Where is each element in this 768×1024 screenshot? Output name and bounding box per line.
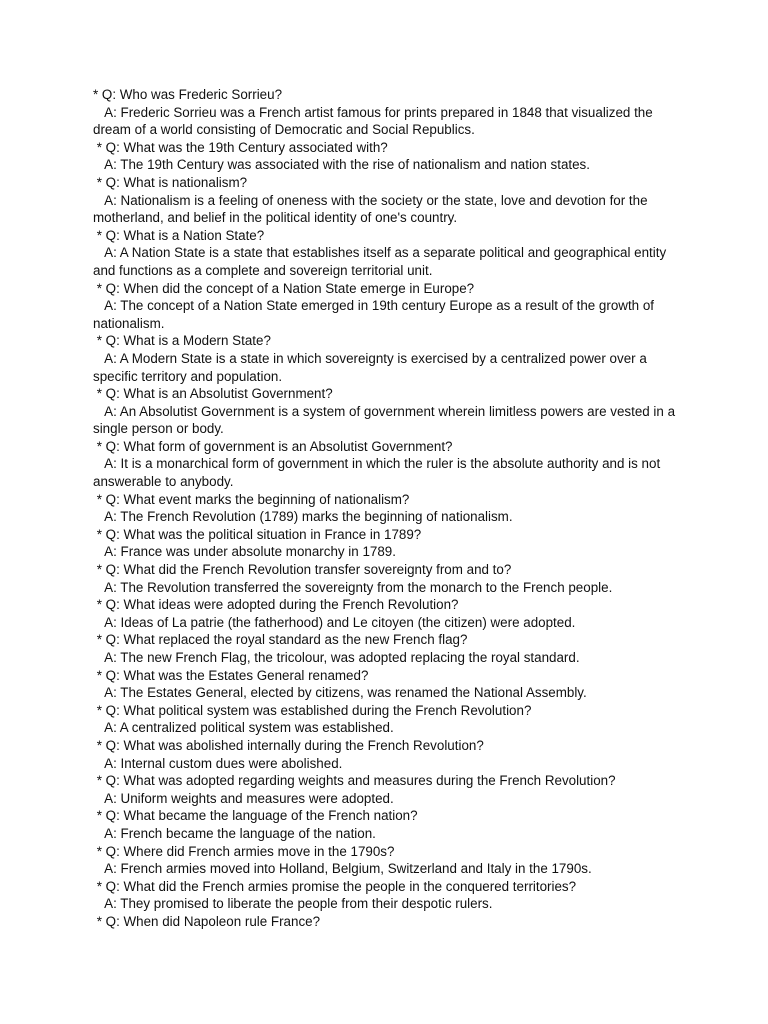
qa-item [93,702,678,737]
qa-item [93,139,678,174]
qa-item [93,526,678,561]
qa-item [93,843,678,878]
question-text: * Q: What event marks the beginning of nationalism? [93,491,410,507]
answer-text: A: Nationalism is a feeling of oneness with the society or the state, love and devotion for the motherland, and belief in the political identity of one's country. [93,192,652,226]
question-text: * Q: When did the concept of a Nation State emerge in Europe? [93,280,475,296]
qa-list [93,86,678,931]
question-text: * Q: What was the Estates General renamed? [93,667,369,683]
question-text: * Q: What was abolished internally during the French Revolution? [93,737,484,753]
question-text: * Q: What was adopted regarding weights and measures during the French Revolution? [93,773,616,789]
qa-item [93,596,678,631]
qa-item [93,385,678,438]
qa-item [93,772,678,807]
answer-text: A: The Estates General, elected by citizens, was renamed the National Assembly. [93,685,587,701]
answer-text: A: France was under absolute monarchy in 1789. [93,544,396,560]
answer-text: A: It is a monarchical form of government in which the ruler is the absolute authority and is not answerable to anybody. [93,456,664,490]
qa-item [93,631,678,666]
question-text: * Q: Where did French armies move in the 1790s? [93,843,395,859]
question-text: * Q: What replaced the royal standard as the new French flag? [93,632,468,648]
qa-item [93,913,678,931]
qa-item [93,438,678,491]
answer-text: A: A centralized political system was established. [93,720,394,736]
question-text: * Q: What was the political situation in France in 1789? [93,526,422,542]
question-text: * Q: Who was Frederic Sorrieu? [93,87,283,102]
question-text: * Q: What is a Nation State? [93,227,265,243]
qa-item [93,807,678,842]
qa-item [93,561,678,596]
answer-text: A: French armies moved into Holland, Belgium, Switzerland and Italy in the 1790s. [93,861,592,877]
qa-item [93,280,678,333]
answer-text: A: A Modern State is a state in which sovereignty is exercised by a centralized power over a specific territory and population. [93,350,651,384]
qa-item [93,667,678,702]
answer-text: A: The Revolution transferred the sovereignty from the monarch to the French people. [93,579,613,595]
question-text: * Q: What ideas were adopted during the French Revolution? [93,597,459,613]
answer-text: A: French became the language of the nation. [93,825,376,841]
answer-text: A: The 19th Century was associated with the rise of nationalism and nation states. [93,157,590,173]
answer-text: A: Frederic Sorrieu was a French artist famous for prints prepared in 1848 that visualized the dream of a world consisting of Democratic and Social Republics. [93,104,657,138]
question-text: * Q: When did Napoleon rule France? [93,913,321,929]
question-text: * Q: What is nationalism? [93,174,248,190]
question-text: * Q: What did the French Revolution transfer sovereignty from and to? [93,562,512,578]
question-text: * Q: What was the 19th Century associated with? [93,139,388,155]
answer-text: A: An Absolutist Government is a system of government wherein limitless powers are vested in a single person or body. [93,403,679,437]
qa-item [93,332,678,385]
qa-item [93,227,678,280]
answer-text: A: The new French Flag, the tricolour, was adopted replacing the royal standard. [93,650,580,665]
qa-item [93,174,678,227]
answer-text: A: Internal custom dues were abolished. [93,755,343,771]
qa-item [93,878,678,913]
qa-item [93,491,678,526]
question-text: * Q: What did the French armies promise the people in the conquered territories? [93,878,577,894]
answer-text: A: The French Revolution (1789) marks the beginning of nationalism. [93,509,513,525]
question-text: * Q: What form of government is an Absolutist Government? [93,438,453,454]
qa-item [93,737,678,772]
question-text: * Q: What became the language of the French nation? [93,808,418,824]
answer-text: A: Ideas of La patrie (the fatherhood) and Le citoyen (the citizen) were adopted. [93,614,576,630]
answer-text: A: They promised to liberate the people from their despotic rulers. [93,896,493,912]
answer-text: A: Uniform weights and measures were adopted. [93,790,394,806]
answer-text: A: A Nation State is a state that establishes itself as a separate political and geographical entity and functions as a complete and sovereign territorial unit. [93,245,670,278]
question-text: * Q: What is an Absolutist Government? [93,386,333,402]
qa-item [93,86,678,139]
question-text: * Q: What is a Modern State? [93,333,271,349]
question-text: * Q: What political system was established during the French Revolution? [93,702,532,718]
answer-text: A: The concept of a Nation State emerged in 19th century Europe as a result of the growth of nationalism. [93,298,658,331]
